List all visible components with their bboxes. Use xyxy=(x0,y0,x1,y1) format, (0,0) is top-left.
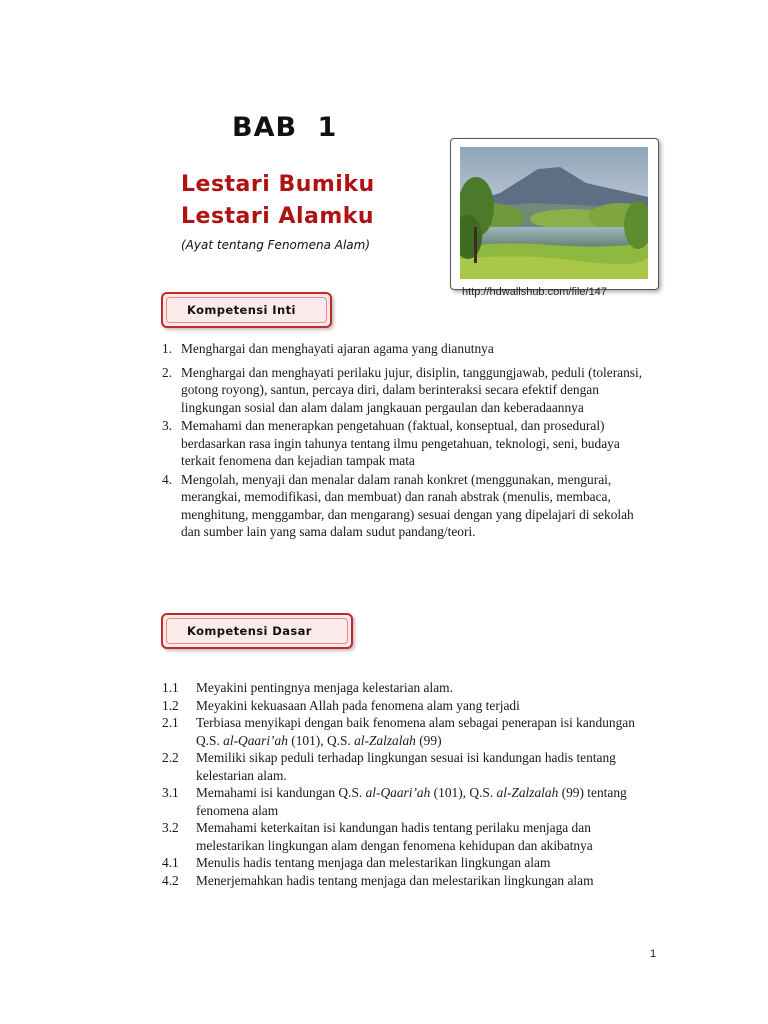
list-item: 4.2 Menerjemahkan hadis tentang menjaga dan melestarikan lingkungan alam xyxy=(162,872,594,888)
kompetensi-dasar-list xyxy=(162,679,658,889)
list-item: 4.1 Menulis hadis tentang menjaga dan melestarikan lingkungan alam xyxy=(162,855,551,870)
kompetensi-inti-list xyxy=(162,340,654,542)
chapter-heading xyxy=(232,112,337,143)
landscape-image xyxy=(460,147,648,279)
image-caption: http://hdwallshub.com/file/147 xyxy=(462,286,607,298)
list-item: 2.2 Memiliki sikap peduli terhadap lingkungan sesuai isi kandungan hadis tentang kelestarian alam. xyxy=(162,750,616,783)
landscape-photo xyxy=(450,138,659,290)
list-item: 3.2 Memahami keterkaitan isi kandungan hadis tentang perilaku menjaga dan melestarikan lingkungan alam dengan fenomena kehidupan dan akibatnya xyxy=(162,820,593,853)
page-number: 1 xyxy=(650,948,657,960)
title-line-2: Lestari Alamku xyxy=(181,204,375,229)
chapter-number: 1 xyxy=(317,112,338,143)
subtitle: (Ayat tentang Fenomena Alam) xyxy=(181,238,370,252)
title-line-1: Lestari Bumiku xyxy=(181,172,375,197)
kompetensi-dasar-badge xyxy=(161,613,353,649)
list-item: 2. Menghargai dan menghayati perilaku jujur, disiplin, tanggungjawab, peduli (toleransi, gotong royong), santun, percaya diri, dalam berinteraksi secara efektif dengan lingkungan sosial dan alam dalam jangkauan pergaulan dan keberadaannya xyxy=(162,364,643,415)
list-item: 1.2 Meyakini kekuasaan Allah pada fenomena alam yang terjadi xyxy=(162,697,520,713)
list-item: 3.1 Memahami isi kandungan Q.S. al-Qaari’ah (101), Q.S. al-Zalzalah (99) tentang fenomena alam xyxy=(162,785,627,818)
chapter-label: BAB xyxy=(232,112,298,143)
list-item: 3. Memahami dan menerapkan pengetahuan (faktual, konseptual, dan prosedural) berdasarkan rasa ingin tahunya tentang ilmu pengetahuan, teknologi, seni, budaya terkait fenomena dan kejadian tampak mata xyxy=(162,418,620,468)
list-item: 4. Mengolah, menyaji dan menalar dalam ranah konkret (menggunakan, mengurai, merangkai, memodifikasi, dan membuat) dan ranah abstrak (menulis, membaca, menghitung, menggambar, dan mengarang) sesuai dengan yang dipelajari di sekolah dan sumber lain yang sama dalam sudut pandang/teori. xyxy=(162,471,634,539)
list-item: 1.1 Meyakini pentingnya menjaga kelestarian alam. xyxy=(162,680,453,695)
kompetensi-inti-label: Kompetensi Inti xyxy=(166,297,327,323)
list-item: 1. Menghargai dan menghayati ajaran agama yang dianutnya xyxy=(162,341,494,356)
kompetensi-inti-badge xyxy=(161,292,332,328)
kompetensi-dasar-label: Kompetensi Dasar xyxy=(166,618,348,644)
list-item: 2.1 Terbiasa menyikapi dengan baik fenomena alam sebagai penerapan isi kandungan Q.S. al-Qaari’ah (101), Q.S. al-Zalzalah (99) xyxy=(162,715,635,748)
